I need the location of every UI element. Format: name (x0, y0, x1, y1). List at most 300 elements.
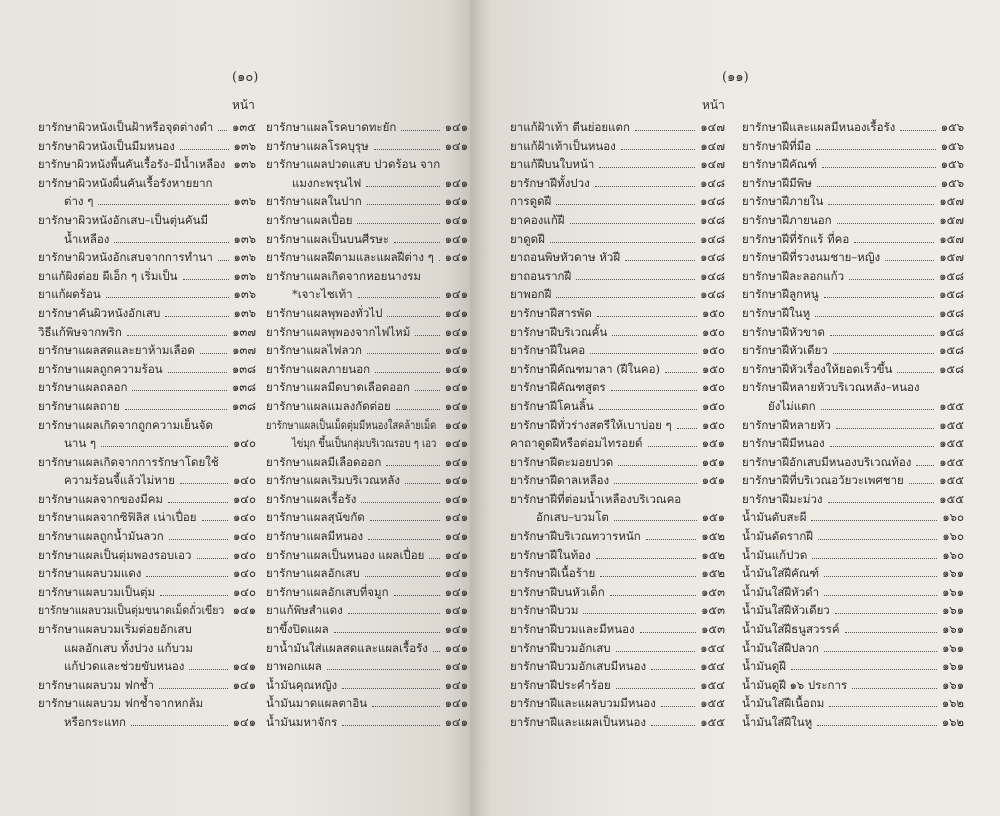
index-entry (38, 527, 256, 546)
index-entry (266, 416, 468, 435)
index-entry (266, 639, 468, 658)
entry-page-number: ๑๔๐ (232, 529, 256, 544)
entry-title: ยารักษาฝีภายนอก (742, 212, 832, 227)
index-entry (742, 694, 964, 713)
dot-leader (818, 539, 937, 540)
index-entry (38, 174, 256, 193)
entry-title: ยารักษาแผลจากของมีคม (38, 491, 163, 506)
index-entry (742, 546, 964, 565)
index-entry (38, 360, 256, 379)
entry-title: ยารักษาแผลเป็นบนศีรษะ (266, 231, 390, 246)
dot-leader (900, 130, 936, 131)
index-entry (38, 378, 256, 397)
index-entry (510, 657, 725, 676)
entry-title: ยารักษาฝีในคอ (510, 343, 586, 358)
index-entry (266, 508, 468, 527)
index-entry (742, 341, 964, 360)
entry-title: ยารักษาแผลสุนัขกัด (266, 510, 365, 525)
dot-leader (127, 335, 227, 336)
index-entry (38, 323, 256, 342)
index-entry (510, 546, 725, 565)
index-entry (266, 341, 468, 360)
dot-leader (811, 520, 937, 521)
dot-leader (396, 409, 440, 410)
dot-leader (640, 632, 696, 633)
dot-leader (828, 502, 934, 503)
entry-page-number: ๑๕๖ (940, 157, 964, 172)
entry-title: น้ำมันมาดแผลตาอิน (266, 696, 368, 711)
dot-leader (368, 539, 440, 540)
entry-page-number: ๑๕๘ (939, 361, 964, 376)
dot-leader (114, 242, 229, 243)
dot-leader (218, 260, 229, 261)
dot-leader (367, 353, 440, 354)
entry-page-number: ๑๖๐ (942, 529, 964, 544)
index-entry (266, 657, 468, 676)
index-entry (742, 713, 964, 732)
entry-title: ยารักษาฝีและแผลมีหนองเรื้อรัง (742, 120, 896, 134)
index-entry (266, 490, 468, 509)
index-entry (266, 694, 468, 713)
entry-page-number: ๑๖๒ (941, 696, 964, 711)
entry-title: ยารักษาฝีคัณฑสูตร (510, 380, 606, 395)
dot-leader (439, 260, 440, 261)
entry-title: ยารักษาฝีบวมอักเสบมีหนอง (510, 659, 647, 674)
entry-page-number: ๑๔๑ (444, 510, 468, 525)
entry-page-number: ๑๕๗ (939, 231, 964, 246)
entry-title: ยารักษาแผลฝีตามและแผลฝีต่าง ๆ (266, 250, 434, 265)
index-entry (38, 564, 256, 583)
entry-page-number: ๑๖๑ (942, 603, 964, 618)
entry-title: ยารักษาฝีบริเวณคั้น (510, 324, 608, 339)
index-entry (742, 490, 964, 509)
entry-title: ยารักษาแผลในปาก (266, 194, 362, 209)
dot-leader (815, 316, 934, 317)
entry-page-number: ๑๔๑ (232, 715, 256, 729)
dot-leader (556, 204, 695, 205)
entry-page-number: ๑๕๘ (939, 343, 964, 358)
index-entry (510, 416, 725, 435)
entry-page-number: ๑๖๐ (942, 510, 964, 525)
entry-page-number: ๑๔๑ (444, 380, 468, 395)
entry-title: ยารักษาแผลบวมเป็นตุ่ม (38, 584, 156, 599)
entry-title: ยารักษาแผลปวดแสบ ปวดร้อน จาก (266, 157, 441, 172)
entry-title: ยารักษาฝีหลายหัว (742, 417, 831, 432)
entry-page-number: ๑๕๗ (939, 250, 964, 265)
index-entry (510, 118, 725, 137)
index-entry (742, 657, 964, 676)
index-entry (742, 118, 964, 137)
entry-page-number: ๑๔๑ (444, 584, 468, 599)
dot-leader (824, 576, 937, 577)
entry-title: ยารักษาแผลเรื้อรัง (266, 491, 357, 506)
dot-leader (583, 613, 696, 614)
dot-leader (375, 372, 440, 373)
index-entry (266, 267, 468, 286)
index-entry (742, 155, 964, 174)
index-entry (510, 137, 725, 156)
index-entry (510, 341, 725, 360)
entry-title: ยารักษาแผลมีเลือดออก (266, 454, 382, 469)
entry-title: ยารักษาแผลเกิดจากหอยนางรม (266, 268, 422, 283)
dot-leader (625, 260, 695, 261)
entry-title: ยาดูดฝี (510, 231, 545, 246)
dot-leader (168, 372, 227, 373)
dot-leader (327, 669, 440, 670)
index-entry (266, 397, 468, 416)
dot-leader (618, 465, 697, 466)
entry-title: ยารักษาผิวหนังพื้นคันเรื้อรัง–มีน้ำเหลือง (38, 157, 226, 172)
entry-title: น้ำมันดัดรากฝี (742, 529, 814, 544)
entry-title: ยารักษาแผลอักเสบที่จมูก (266, 584, 389, 599)
entry-page-number: ๑๖๑ (942, 659, 964, 674)
dot-leader (610, 595, 696, 596)
entry-page-number: ๑๔๐ (232, 473, 256, 488)
index-entry (38, 639, 256, 658)
dot-leader (429, 558, 440, 559)
index-entry (510, 601, 725, 620)
dot-leader (916, 465, 934, 466)
dot-leader (812, 558, 937, 559)
entry-page-number: ๑๕๓ (701, 603, 725, 618)
entry-title: ยารักษาฝีหัวเดียว (742, 343, 828, 358)
entry-page-number: ๑๔๑ (444, 640, 468, 655)
index-entry (266, 564, 468, 583)
dot-leader (394, 595, 440, 596)
index-entry (266, 471, 468, 490)
index-entry (510, 360, 725, 379)
dot-leader (576, 279, 695, 280)
entry-page-number: ๑๕๒ (701, 566, 725, 581)
dot-leader (159, 688, 228, 689)
dot-leader (197, 558, 229, 559)
dot-leader (590, 353, 697, 354)
entry-title: น้ำมันคุณหญิง (266, 677, 338, 692)
dot-leader (828, 204, 934, 205)
index-entry (742, 230, 964, 249)
index-entry (266, 527, 468, 546)
dot-leader (433, 651, 440, 652)
entry-page-number: ๑๔๑ (444, 622, 468, 637)
entry-title: ยารักษาฝีที่ต่อมน้ำเหลืองบริเวณคอ (510, 491, 682, 506)
dot-leader (596, 558, 696, 559)
entry-page-number: ๑๕๕ (939, 473, 964, 488)
index-entry (38, 397, 256, 416)
dot-leader (365, 576, 440, 577)
dot-leader (200, 353, 227, 354)
index-entry (742, 267, 964, 286)
dot-leader (98, 204, 229, 205)
index-entry (510, 397, 725, 416)
entry-title: การดูดฝี (510, 194, 552, 209)
entry-page-number: ๑๔๑ (444, 343, 468, 358)
dot-leader (835, 613, 937, 614)
dot-leader (372, 706, 440, 707)
entry-title: ยารักษาแผลมีหนอง (266, 529, 364, 544)
index-entry (510, 230, 725, 249)
index-entry (510, 267, 725, 286)
dot-leader (160, 595, 228, 596)
index-entry (38, 267, 256, 286)
entry-page-number: ๑๖๑ (942, 677, 964, 692)
entry-page-number: ๑๓๗ (232, 324, 256, 339)
index-entry (266, 546, 468, 565)
entry-title: ยารักษาแผลบวม ฟกช้ำ (38, 677, 154, 692)
dot-leader (570, 223, 695, 224)
index-entry (742, 676, 964, 695)
dot-leader (854, 242, 934, 243)
entry-page-number: ๑๔๐ (232, 491, 256, 506)
dot-leader (616, 651, 695, 652)
index-entry (510, 304, 725, 323)
entry-page-number: ๑๖๒ (941, 715, 964, 729)
entry-title: ยารักษาฝีดาลเหลือง (510, 473, 610, 488)
entry-title: น้ำมันใส่ฝีในหู (742, 715, 813, 729)
entry-page-number: ๑๕๓ (701, 622, 725, 637)
dot-leader (635, 130, 695, 131)
entry-page-number: ๑๕๘ (939, 305, 964, 320)
entry-page-number: ๑๕๐ (701, 398, 725, 413)
dot-leader (849, 279, 934, 280)
index-entry (266, 713, 468, 732)
entry-title: ยังไม่แตก (768, 398, 816, 413)
index-entry (742, 564, 964, 583)
entry-title: ยารักษาฝีหลายหัวบริเวณหลัง–หนอง (742, 380, 920, 395)
index-entry (38, 453, 256, 472)
entry-title: ยารักษาฝีที่มือ (742, 138, 812, 153)
entry-title: ยาพอกฝี (510, 287, 552, 302)
entry-title: ยารักษาแผลภายนอก (266, 361, 371, 376)
entry-title: น้ำมันดูฝี ๑๖ ประการ (742, 677, 848, 692)
entry-title: ยารักษาแผลบวม ฟกช้ำจากหกล้ม (38, 696, 204, 711)
index-entry (38, 508, 256, 527)
entry-title: ยารักษาแผลเปื่อย (266, 212, 353, 227)
dot-leader (183, 279, 230, 280)
index-entry (742, 639, 964, 658)
entry-page-number: ๑๔๑ (444, 436, 468, 451)
index-entry (266, 601, 468, 620)
entry-page-number: ๑๓๖ (233, 231, 256, 246)
entry-page-number: ๑๔๑ (444, 231, 468, 246)
index-entry (38, 490, 256, 509)
entry-title: ยารักษาฝีอักเสบมีหนองบริเวณท้อง (742, 454, 912, 469)
entry-page-number: ๑๕๔ (700, 677, 725, 692)
entry-page-number: ๑๖๑ (942, 622, 964, 637)
entry-page-number: ๑๔๑ (444, 194, 468, 209)
entry-title: ยารักษาฝีทั้งปวง (510, 175, 590, 190)
entry-title: ยารักษาฝีและแผลบวมมีหนอง (510, 696, 656, 711)
entry-title: น้ำมันใส่ฝีหัวดำ (742, 584, 820, 599)
index-entry (742, 378, 964, 397)
dot-leader (386, 465, 440, 466)
entry-title: ยาคองแก้ฝี (510, 212, 565, 227)
entry-page-number: ๑๔๘ (700, 212, 725, 227)
entry-title: ยาแก้ฝ้าเท้าเป็นหนอง (510, 138, 616, 153)
entry-page-number: ๑๓๖ (233, 268, 256, 283)
index-column (742, 118, 964, 732)
entry-page-number: ๑๔๑ (444, 715, 468, 729)
index-entry (742, 192, 964, 211)
dot-leader (837, 223, 934, 224)
entry-page-number: ๑๔๐ (232, 436, 256, 451)
entry-page-number: ๑๕๘ (939, 287, 964, 302)
index-entry (38, 248, 256, 267)
entry-title: ยารักษาแผลบวมเป็นตุ่มขนาดเม็ดถั่วเขียว (38, 603, 225, 618)
dot-leader (833, 353, 934, 354)
entry-page-number: ๑๕๕ (700, 715, 725, 729)
entry-title: ยารักษาฝีเนื้อร้าย (510, 566, 596, 581)
dot-leader (665, 372, 697, 373)
entry-page-number: ๑๔๐ (232, 547, 256, 562)
entry-title: ยารักษาแผลพุพองทั่วไป (266, 305, 383, 320)
index-entry (510, 676, 725, 695)
entry-page-number: ๑๓๖ (233, 138, 256, 153)
entry-title: ยารักษาฝีและแผลเป็นหนอง (510, 715, 647, 729)
index-entry (38, 713, 256, 732)
dot-leader (599, 409, 697, 410)
entry-title: ยาถอนพิษหัวดาษ หัวฝี (510, 250, 621, 265)
index-entry (38, 601, 256, 620)
index-entry (742, 471, 964, 490)
index-entry (38, 583, 256, 602)
index-entry (510, 323, 725, 342)
entry-title: ยารักษาแผลเกิดจากการรักษาโดยใช้ (38, 454, 219, 469)
entry-page-number: ๑๔๑ (444, 696, 468, 711)
dot-leader (661, 706, 695, 707)
dot-leader (621, 149, 695, 150)
index-entry (266, 323, 468, 342)
dot-leader (180, 149, 229, 150)
index-entry (38, 471, 256, 490)
index-entry (266, 434, 468, 453)
entry-title: ความร้อนจี้แล้วไม่หาย (64, 473, 175, 488)
entry-title: ยารักษาแผลเป็นหนอง แผลเปื่อย (266, 547, 425, 562)
dot-leader (165, 316, 229, 317)
index-entry (38, 546, 256, 565)
index-entry (510, 285, 725, 304)
entry-page-number: ๑๔๑ (444, 566, 468, 581)
entry-page-number: ๑๕๐ (701, 305, 725, 320)
index-column (38, 118, 256, 732)
dot-leader (131, 725, 228, 726)
entry-page-number: ๑๔๑ (444, 491, 468, 506)
dot-leader (822, 167, 936, 168)
entry-title: ยารักษาแผลแมลงกัดต่อย (266, 398, 391, 413)
entry-page-number: ๑๖๑ (942, 640, 964, 655)
index-entry (510, 490, 725, 509)
entry-page-number: ๑๕๒ (701, 529, 725, 544)
index-entry (510, 564, 725, 583)
dot-leader (132, 390, 227, 391)
index-entry (266, 378, 468, 397)
index-entry (510, 192, 725, 211)
index-entry (742, 397, 964, 416)
entry-title: ยาแก้พิษสำแดง (266, 603, 343, 618)
dot-leader (599, 167, 695, 168)
entry-title: ยารักษาฝีบวมอักเสบ (510, 640, 611, 655)
dot-leader (415, 390, 440, 391)
index-entry (742, 434, 964, 453)
dot-leader (202, 520, 228, 521)
entry-title: ยารักษาแผลเริมบริเวณหลัง (266, 473, 401, 488)
entry-page-number: ๑๕๑ (701, 436, 725, 451)
entry-page-number: ๑๓๖ (233, 194, 256, 209)
index-entry (742, 416, 964, 435)
entry-page-number: ๑๔๑ (232, 677, 256, 692)
index-entry (266, 620, 468, 639)
dot-leader (342, 688, 440, 689)
right-page (470, 0, 1000, 816)
entry-page-number: ๑๔๑ (444, 659, 468, 674)
entry-title: ยารักษาฝีที่รักแร้ ที่คอ (742, 231, 850, 246)
index-entry (742, 137, 964, 156)
entry-page-number: ๑๔๑ (444, 529, 468, 544)
entry-page-number: ๑๔๑ (444, 398, 468, 413)
entry-title: น้ำมันดับสะผี (742, 510, 807, 525)
entry-title: ยารักษาฝีลูกหนู (742, 287, 819, 302)
entry-title: น้ำมันใส่ฝีปลวก (742, 640, 819, 655)
entry-title: ยาน้ำมันใส่แผลสดและแผลเรื้อรัง (266, 640, 428, 655)
index-entry (742, 453, 964, 472)
dot-leader (405, 483, 440, 484)
dot-leader (366, 186, 440, 187)
entry-page-number: ๑๔๘ (700, 194, 725, 209)
entry-title: ยาพอกแผล (266, 659, 322, 674)
dot-leader (370, 520, 440, 521)
dot-leader (358, 297, 440, 298)
entry-title: ยารักษาฝีบริเวณทวารหนัก (510, 529, 641, 544)
entry-page-number: ๑๔๑ (444, 287, 468, 302)
entry-page-number: ๑๕๕ (700, 696, 725, 711)
entry-title: ยารักษาแผลไฟลวก (266, 343, 362, 358)
entry-title: ยารักษาผิวหนังเป็นฝ้าหรือจุดต่างดำ (38, 120, 214, 134)
entry-title: ยารักษาฝีมีหนอง (742, 436, 825, 451)
index-entry (510, 471, 725, 490)
entry-page-number: ๑๔๑ (444, 677, 468, 692)
dot-leader (836, 428, 934, 429)
entry-page-number: ๑๓๖ (233, 157, 256, 172)
index-entry (510, 639, 725, 658)
index-entry (38, 155, 256, 174)
entry-title: น้ำมันมหาจักร (266, 715, 338, 729)
dot-leader (816, 149, 936, 150)
entry-title: ยารักษาฝีในท้อง (510, 547, 591, 562)
entry-title: อักเสบ–บวมโต (536, 510, 609, 525)
entry-page-number: ๑๔๘ (700, 175, 725, 190)
entry-title: ยารักษาผิวหนังอักเสบ–เป็นตุ่นคันมี (38, 212, 209, 227)
entry-title: ยารักษาแผลเกิดจากถูกความเย็นจัด (38, 417, 213, 432)
index-entry (266, 583, 468, 602)
entry-page-number: ๑๓๕ (232, 120, 256, 134)
index-entry (266, 230, 468, 249)
index-entry (38, 230, 256, 249)
dot-leader (556, 297, 695, 298)
entry-page-number: ๑๔๐ (232, 510, 256, 525)
dot-leader (885, 260, 934, 261)
index-entry (742, 601, 964, 620)
entry-title: น้ำมันใส่ฝีเนื้อถม (742, 696, 825, 711)
entry-title: ยารักษาคันผิวหนังอักเสบ (38, 305, 161, 320)
entry-page-number: ๑๕๕ (939, 454, 964, 469)
entry-title: ยารักษาฝีทั่วร่างสตรีให้เบาบ่อย ๆ (510, 417, 672, 432)
dot-leader (361, 502, 440, 503)
entry-page-number: ๑๔๑ (444, 305, 468, 320)
dot-leader (342, 725, 440, 726)
dot-leader (677, 428, 697, 429)
entry-page-number: ๑๔๑ (444, 250, 468, 265)
index-entry (742, 285, 964, 304)
page-column-heading: หน้า (232, 98, 255, 112)
